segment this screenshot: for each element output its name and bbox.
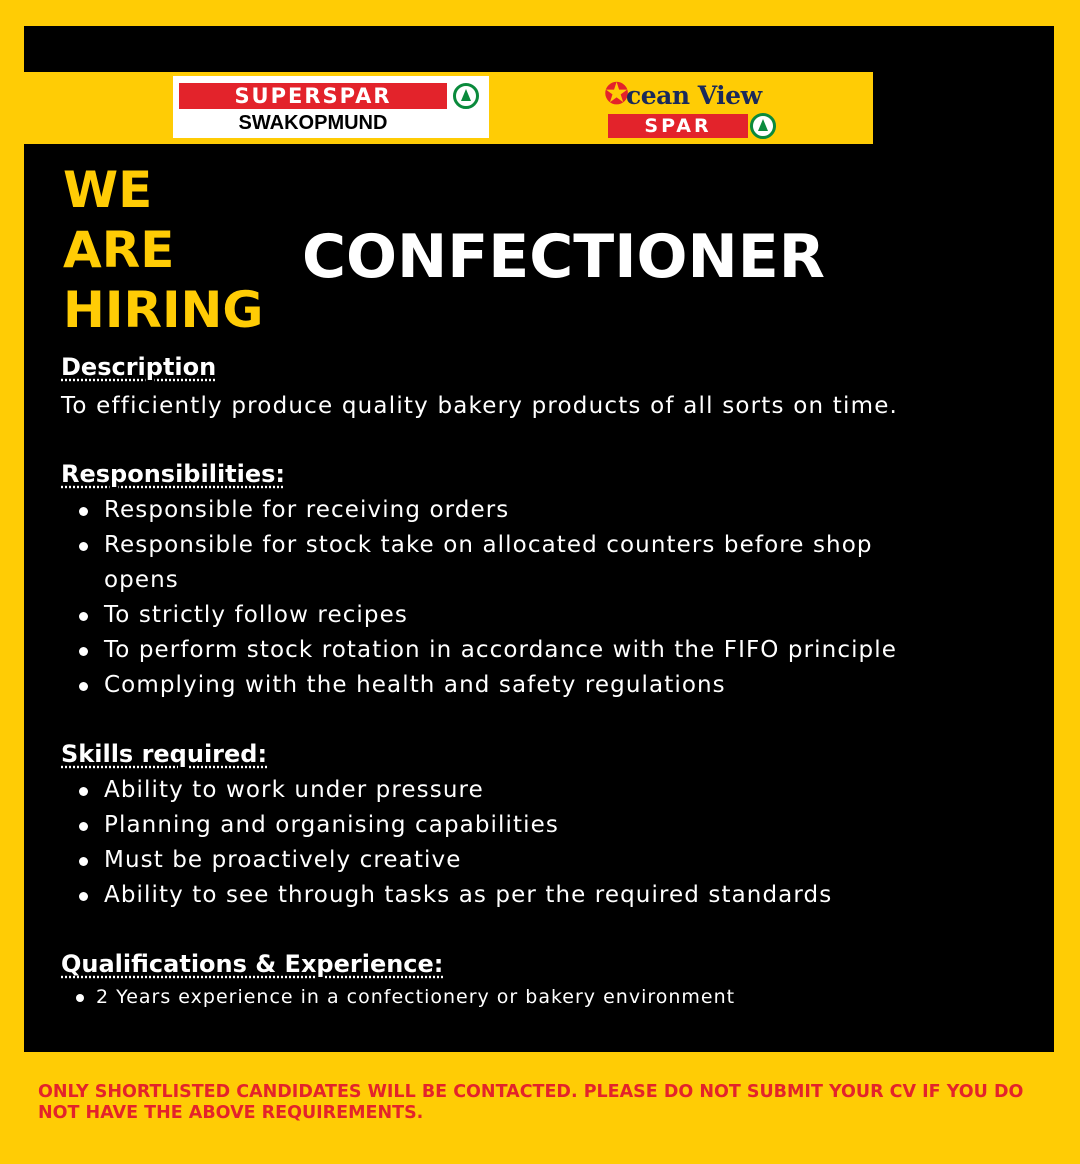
skills-heading: Skills required:: [61, 740, 268, 768]
list-item: Responsible for stock take on allocated counters before shop opens: [0, 528, 924, 598]
list-item: Complying with the health and safety regulations: [0, 668, 924, 703]
list-item: Ability to work under pressure: [0, 773, 924, 808]
footer-notice: ONLY SHORTLISTED CANDIDATES WILL BE CONTACTED. PLEASE DO NOT SUBMIT YOUR CV IF YOU DO NOT HAVE THE ABOVE REQUIREMENTS.: [38, 1082, 1024, 1123]
oceanview-name: cean View: [626, 81, 762, 110]
list-item: 2 Years experience in a confectionery or bakery environment: [0, 984, 916, 1010]
star-icon: ✪: [604, 77, 630, 112]
qualifications-list: [0, 984, 916, 1010]
superspar-brand: SUPERSPAR: [179, 83, 447, 109]
hiring-line-3: HIRING: [63, 281, 264, 339]
hiring-line-2: ARE: [63, 221, 175, 279]
oceanview-brand: SPAR: [608, 114, 748, 138]
superspar-logo: [173, 76, 489, 138]
qualifications-heading: Qualifications & Experience:: [61, 950, 444, 978]
we-are-hiring-heading: [63, 160, 263, 340]
spar-tree-icon: [750, 113, 776, 139]
job-title: CONFECTIONER: [302, 222, 825, 292]
hiring-line-1: WE: [63, 161, 153, 219]
description-heading: Description: [61, 353, 217, 381]
list-item: Must be proactively creative: [0, 843, 924, 878]
list-item: To perform stock rotation in accordance with the FIFO principle: [0, 633, 924, 668]
list-item: To strictly follow recipes: [0, 598, 924, 633]
list-item: Planning and organising capabilities: [0, 808, 924, 843]
list-item: Ability to see through tasks as per the required standards: [0, 878, 924, 913]
list-item: Responsible for receiving orders: [0, 493, 924, 528]
oceanview-logo: [600, 76, 780, 142]
description-text: To efficiently produce quality bakery products of all sorts on time.: [61, 393, 899, 419]
skills-list: [0, 773, 924, 913]
superspar-location: SWAKOPMUND: [238, 112, 388, 134]
responsibilities-list: [0, 493, 924, 703]
spar-tree-icon: [453, 83, 479, 109]
responsibilities-heading: Responsibilities:: [61, 460, 286, 488]
